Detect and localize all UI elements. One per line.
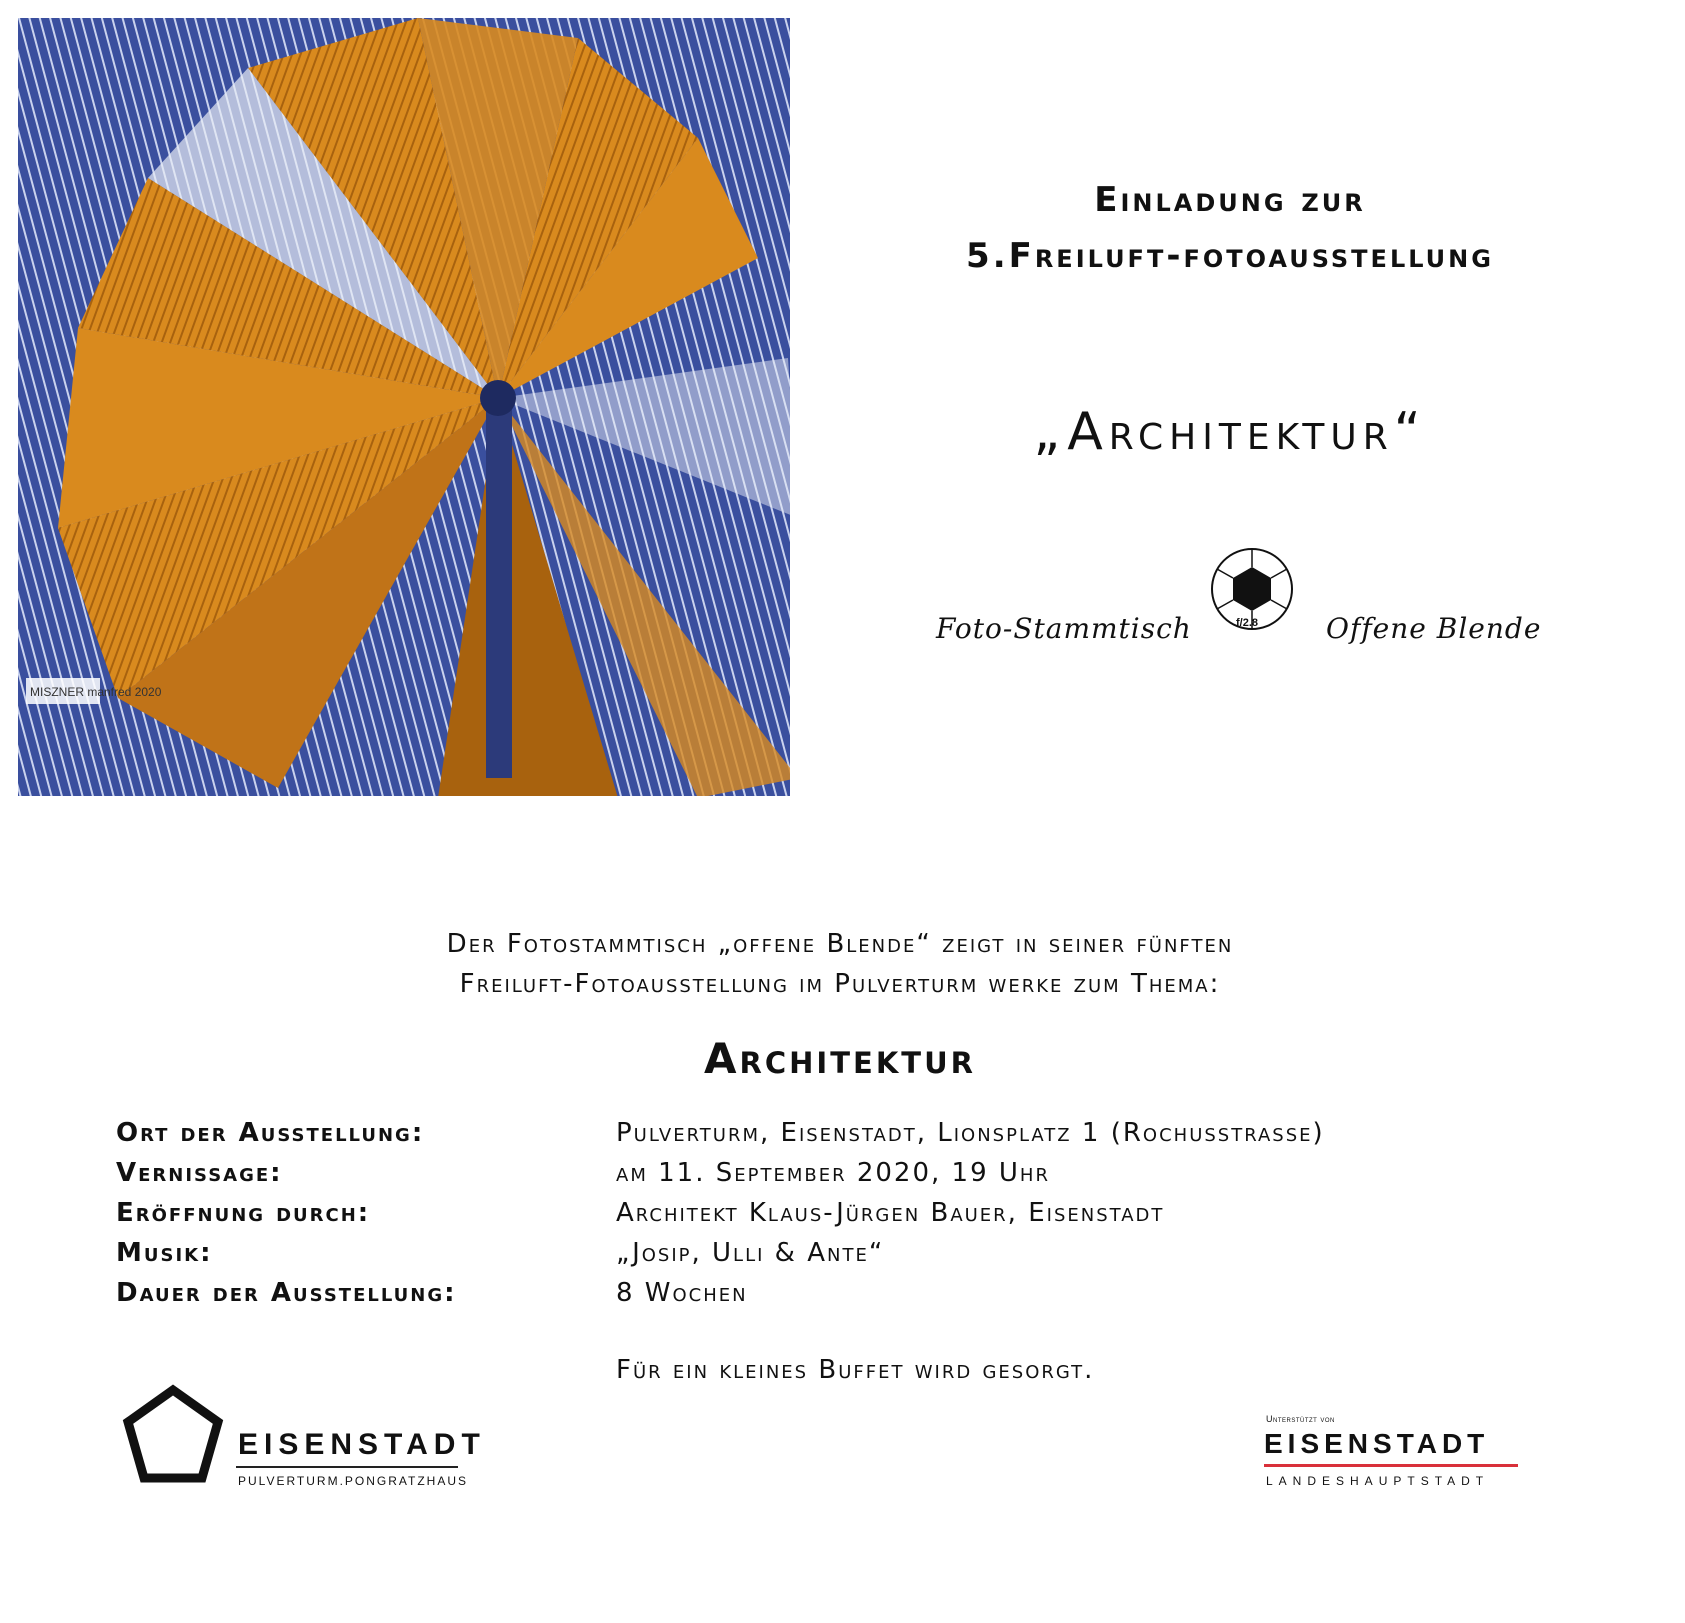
exhibition-heading: Architektur [704, 1034, 976, 1083]
detail-label: Eröffnung durch: [116, 1198, 371, 1228]
logo-left-divider [236, 1466, 458, 1468]
staircase-photo [18, 18, 790, 796]
detail-value: am 11. September 2020, 19 Uhr [616, 1158, 1050, 1188]
pulverturm-logo [118, 1380, 486, 1500]
intro-line-2: Freiluft-Fotoausstellung im Pulverturm werke zum Thema: [459, 969, 1221, 999]
detail-value: 8 Wochen [616, 1278, 748, 1308]
logo-left-subtitle: PULVERTURM.PONGRATZHAUS [238, 1474, 469, 1488]
buffet-note: Für ein kleines Buffet wird gesorgt. [616, 1355, 1095, 1385]
detail-label: Musik: [116, 1238, 213, 1268]
theme-title: „Architektur“ [1033, 402, 1427, 462]
spiral-staircase-image [18, 18, 790, 796]
eisenstadt-city-logo [1256, 1414, 1516, 1504]
club-name-right: Offene Blende [1326, 612, 1542, 645]
detail-label: Dauer der Ausstellung: [116, 1278, 457, 1308]
intro-line-1: Der Fotostammtisch „offene Blende“ zeigt in seiner fünften [446, 929, 1234, 959]
detail-value: Pulverturm, Eisenstadt, Lionsplatz 1 (Rochusstrasse) [616, 1118, 1325, 1148]
detail-label: Ort der Ausstellung: [116, 1118, 425, 1148]
title-line-1: Einladung zur [1094, 180, 1366, 220]
logo-left-word: EISENSTADT [238, 1428, 486, 1461]
detail-value: „Josip, Ulli & Ante“ [616, 1238, 885, 1268]
club-name-left: Foto-Stammtisch [936, 612, 1192, 645]
aperture-label: f/2.8 [1236, 617, 1259, 629]
pentagon-icon [118, 1380, 228, 1490]
detail-value: Architekt Klaus-Jürgen Bauer, Eisenstadt [616, 1198, 1165, 1228]
intro-text [200, 924, 1480, 1004]
logo-right-word: EISENSTADT [1264, 1428, 1490, 1459]
logo-right-subtitle: LANDESHAUPTSTADT [1266, 1474, 1490, 1488]
title-line-2: 5.Freiluft-fotoausstellung [966, 236, 1494, 276]
logo-right-top: Unterstützt von [1266, 1414, 1335, 1424]
logo-right-accent-line [1264, 1464, 1518, 1467]
detail-label: Vernissage: [116, 1158, 283, 1188]
invitation-title [820, 172, 1640, 284]
photo-watermark: MISZNER manfred 2020 [30, 685, 162, 699]
